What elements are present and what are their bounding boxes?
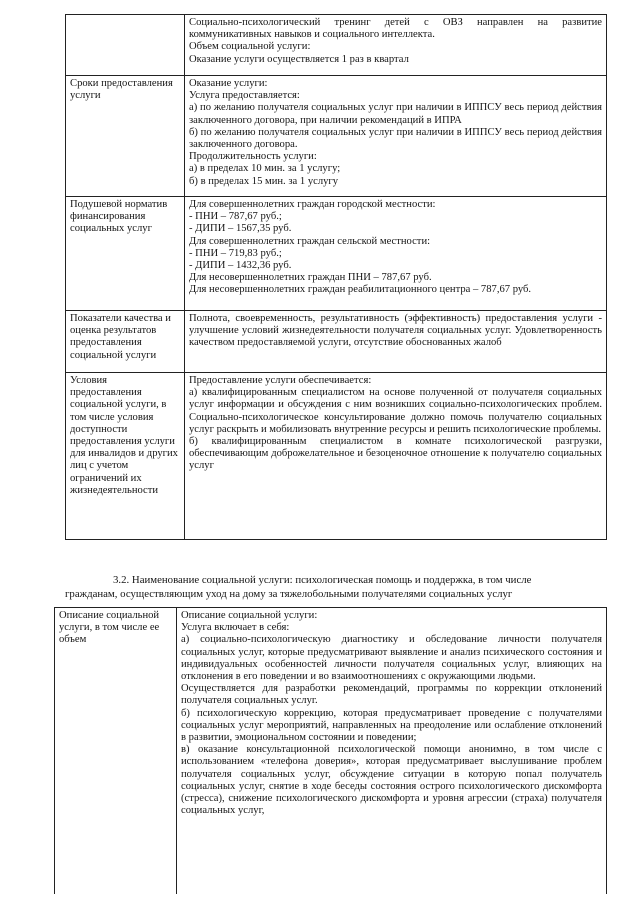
paragraph: Оказание услуги: — [189, 78, 268, 89]
row-label — [66, 15, 185, 76]
paragraph: Для несовершеннолетних граждан ПНИ – 787,67 руб. — [189, 272, 432, 284]
paragraph: а) социально-психологическую диагностику и обследование личности получателя социальных услуг, которые предусматривают выявление и анализ психического состояния и индивидуальных особенностей личности получателя социальных услуг, влияющих на отклонения в его поведении и во взаимоотношениях с окружающими людьми. — [181, 634, 602, 683]
paragraph: - ПНИ – 719,83 руб.; — [189, 247, 282, 259]
paragraph: б) квалифицированным специалистом в комнате психологической разгрузки, обеспечивающим доброжелательное и безоценочное отношение к получателю социальных услуг — [189, 436, 602, 472]
row-content — [185, 76, 607, 197]
service-description-table — [54, 607, 607, 894]
row-content — [185, 373, 607, 540]
paragraph: - ПНИ – 787,67 руб.; — [189, 211, 282, 223]
row-label: Условия предоставления социальной услуги, в том числе условия доступности предоставления услуги для инвалидов и других лиц с учетом ограничений их жизнедеятельности — [66, 373, 185, 540]
section-heading — [65, 573, 613, 601]
paragraph: - ДИПИ – 1567,35 руб. — [189, 223, 292, 235]
paragraph: Продолжительность услуги: — [189, 151, 317, 163]
table-row — [66, 76, 607, 197]
section-heading-line: гражданам, осуществляющим уход на дому за тяжелобольными получателями социальных услуг — [65, 588, 513, 600]
paragraph: Предоставление услуги обеспечивается: — [189, 375, 372, 386]
row-content — [185, 197, 607, 311]
row-content — [185, 15, 607, 76]
table-row — [66, 373, 607, 540]
service-details-table — [65, 14, 607, 540]
section-heading-line: 3.2. Наименование социальной услуги: психологическая помощь и поддержка, в том числе — [113, 574, 532, 586]
paragraph: Объем социальной услуги: — [189, 41, 311, 53]
table-row — [66, 15, 607, 76]
paragraph: в) оказание консультационной психологической помощи анонимно, в том числе с использованием «телефона доверия», которая предусматривает выслушивание проблем получателя социальных услуг, обсуждение ситуации в которую попал получатель социальных услуг, снятие в ходе беседы состояния острого психологического дискомфорта (стресса), снижение психологического дискомфорта и уровня агрессии (страха) получателя социальных услуг, — [181, 744, 602, 817]
paragraph: б) в пределах 15 мин. за 1 услугу — [189, 175, 339, 187]
paragraph: б) по желанию получателя социальных услуг при наличии в ИППСУ весь период действия заключенного договора. — [189, 126, 602, 151]
table-row — [66, 197, 607, 311]
paragraph: а) по желанию получателя социальных услуг при наличии в ИППСУ весь период действия заключенного договора, при наличии рекомендаций в ИПРА — [189, 102, 602, 126]
table-row — [55, 608, 607, 895]
paragraph: а) квалифицированным специалистом на основе полученной от получателя социальных услуг информации и обсуждения с ним возникших социально-психологических проблем. Социально-психологическое консультирование должно помочь получателю социальных услуг раскрыть и мобилизовать внутренние ресурсы и решить психологические проблемы. — [189, 387, 602, 435]
paragraph: Оказание услуги осуществляется 1 раз в квартал — [189, 53, 409, 65]
paragraph: Для совершеннолетних граждан сельской местности: — [189, 235, 431, 247]
row-label: Показатели качества и оценка результатов предоставления социальной услуги — [66, 311, 185, 373]
row-label: Сроки предоставления услуги — [66, 76, 185, 197]
table-row — [66, 311, 607, 373]
row-label: Подушевой норматив финансирования социальных услуг — [66, 197, 185, 311]
paragraph: Для совершеннолетних граждан городской местности: — [189, 199, 436, 210]
paragraph: Описание социальной услуги: — [181, 610, 318, 621]
paragraph: Для несовершеннолетних граждан реабилитационного центра – 787,67 руб. — [189, 284, 532, 296]
paragraph: б) психологическую коррекцию, которая предусматривает проведение с получателями социальных услуг мероприятий, направленных на преодоление или ослабление отклонений в развитии, эмоциональном состоянии и поведении; — [181, 707, 602, 744]
paragraph: - ДИПИ – 1432,36 руб. — [189, 260, 292, 272]
paragraph: Социально-психологический тренинг детей с ОВЗ направлен на развитие коммуникативных навыков и социального интеллекта. — [189, 17, 602, 41]
paragraph: а) в пределах 10 мин. за 1 услугу; — [189, 163, 341, 175]
paragraph: Услуга предоставляется: — [189, 90, 300, 102]
paragraph: Осуществляется для разработки рекомендаций, программы по коррекции отклонений получателя социальных услуг. — [181, 683, 602, 707]
row-content — [177, 608, 607, 895]
row-label: Описание социальной услуги, в том числе ее объем — [55, 608, 177, 895]
paragraph: Услуга включает в себя: — [181, 622, 290, 634]
row-content: Полнота, своевременность, результативность (эффективность) предоставления услуги - улучшение условий жизнедеятельности получателя социальных услуг. Удовлетворенность качеством предоставляемой услуги, отсутствие обоснованных жалоб — [185, 311, 607, 373]
